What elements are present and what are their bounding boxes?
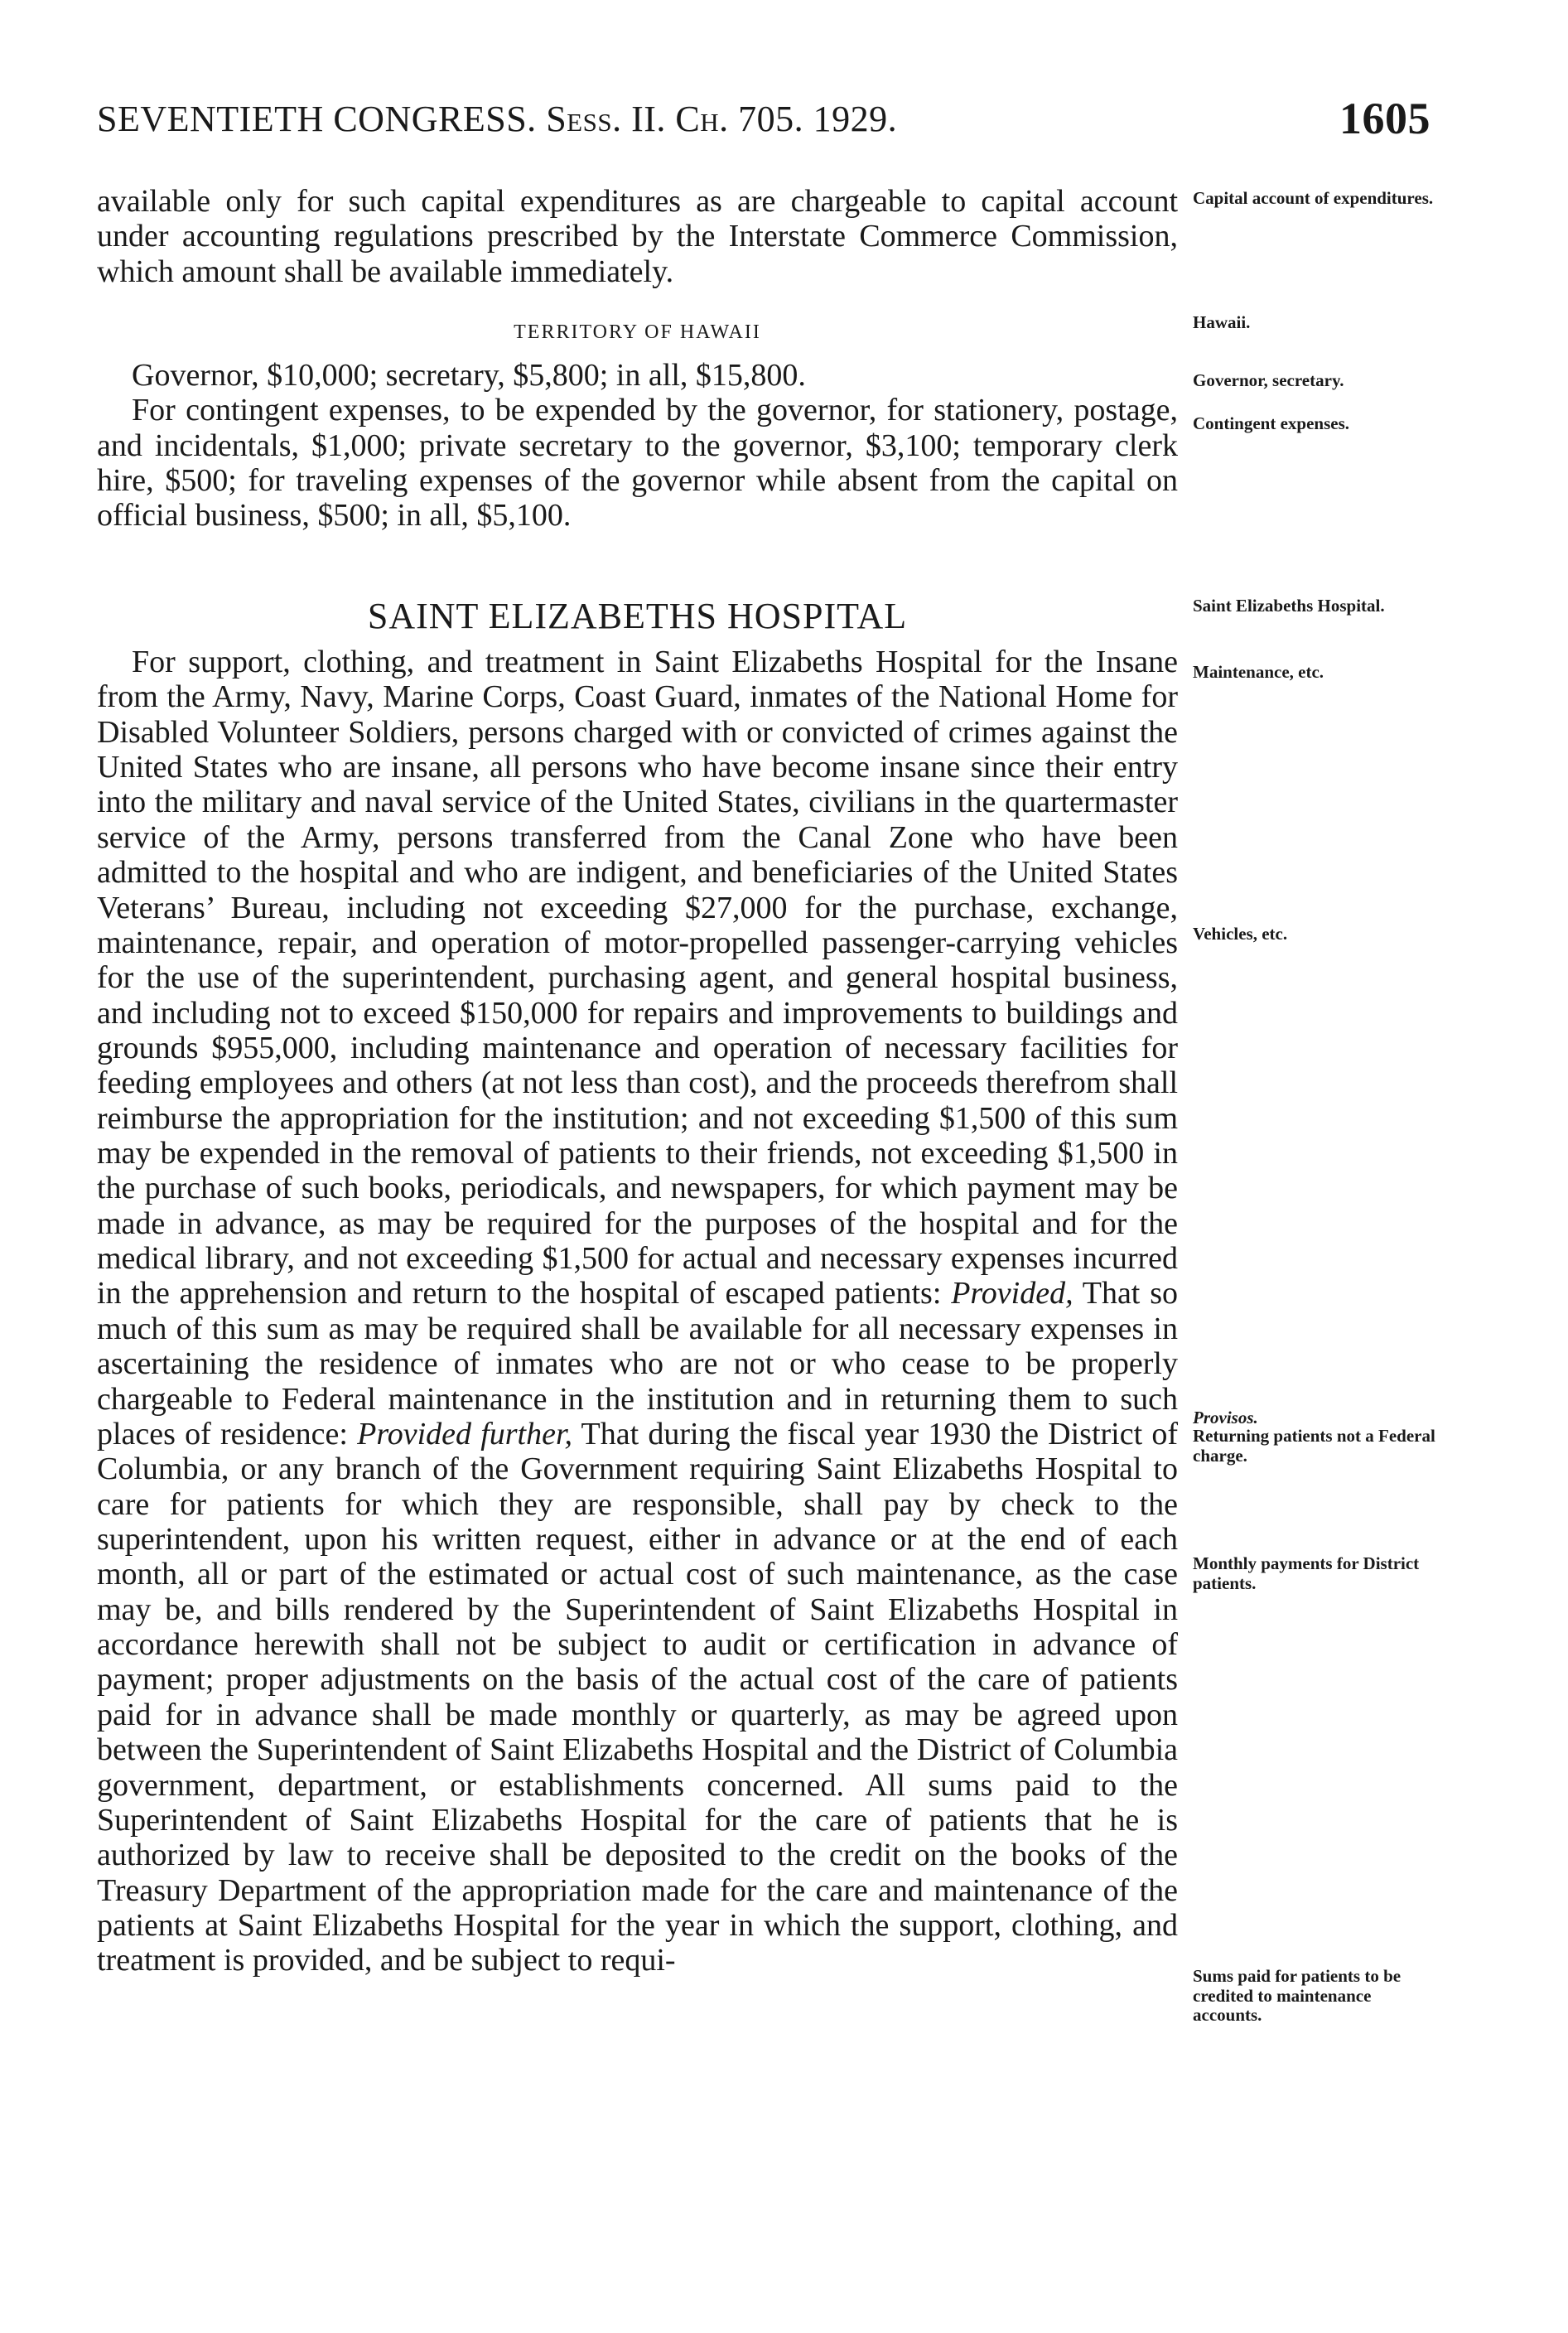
hospital-text-part-1: For support, clothing, and treatment in Saint Elizabeths Hospital for the Insane from the Army, Navy, Marine Corps, Coast Guard, inmates of the National Home for Disabled Volunteer Soldiers, persons charged with or convicted of crimes against the United States who are insane, all persons who have become insane since their entry into the military and naval service of the United States, civilians in the quartermaster service of the Army, persons transferred from the Canal Zone who have been admitted to the hospital and who are indigent, and beneficiaries of the United States Veterans’ Bureau, including not exceeding $27,000 for the purchase, exchange, maintenance, repair, and operation of motor-propelled passenger-carrying vehicles for the use of the superintendent, purchasing agent, and general hospital business, and including not to exceed $150,000 for repairs and improvements to buildings and grounds $955,000, including maintenance and operation of necessary facilities for feeding employees and others (at not less than cost), and the proceeds therefrom shall reimburse the appropriation for the institution; and not exceeding $1,500 of this sum may be expended in the removal of patients to their friends, not exceeding $1,500 in the purchase of such books, periodicals, and newspapers, for which payment may be made in advance, as may be required for the purposes of the hospital and for the medical library, and not exceeding $1,500 for actual and necessary expenses incurred in the apprehension and return to the hospital of escaped patients:	[97, 645, 1178, 1311]
margin-note-monthly: Monthly payments for District patients.	[1193, 1553, 1420, 1593]
margin-note-provisos: Provisos.	[1193, 1408, 1258, 1427]
chapter-label: Ch. 705.	[675, 99, 804, 139]
page-number: 1605	[1339, 94, 1430, 143]
margin-note-returning: Returning patients not a Federal charge.	[1193, 1426, 1435, 1466]
margin-note-maintenance: Maintenance, etc.	[1193, 662, 1324, 682]
provided-italic: Provided,	[951, 1276, 1073, 1311]
margin-note-contingent: Contingent expenses.	[1193, 413, 1350, 433]
continuation-paragraph: available only for such capital expenditures as are chargeable to capital account under accounting regulations prescribed by the Interstate Commerce Commission, which amount shall be available immediately.	[97, 184, 1178, 289]
hospital-text-part-3: That during the fiscal year 1930 the District of Columbia, or any branch of the Government requiring Saint Elizabeths Hospital to care for patients for which they are responsible, shall pay by check to the superintendent, upon his written request, either in advance or at the end of each month, all or part of the estimated or actual cost of such maintenance, as the case may be, and bills rendered by the Superintendent of Saint Elizabeths Hospital in accordance herewith shall not be subject to audit or certification in advance of payment; proper adjustments on the basis of the actual cost of the care of patients paid for in advance shall be made monthly or quarterly, as may be agreed upon between the Superintendent of Saint Elizabeths Hospital and the District of Columbia government, department, or establishments concerned. All sums paid to the Superintendent of Saint Elizabeths Hospital for the care of patients that he is authorized by law to receive shall be deposited to the credit on the books of the Treasury Department of the appropriation made for the care and maintenance of the patients at Saint Elizabeths Hospital for the year in which the support, clothing, and treatment is provided, and be subject to requi-	[97, 1416, 1178, 1978]
session-label: Sess. II.	[546, 99, 666, 139]
hawaii-contingent-paragraph: For contingent expenses, to be expended by the governor, for stationery, postage, and incidentals, $1,000; private secretary to the governor, $3,100; temporary clerk hire, $500; for traveling expenses of the governor while absent from the capital on official business, $500; in all, $5,100.	[97, 393, 1178, 534]
year-label: 1929.	[813, 99, 898, 139]
running-title-prefix: SEVENTIETH CONGRESS.	[97, 99, 537, 139]
margin-note-capital: Capital account of expenditures.	[1193, 188, 1434, 208]
margin-note-governor: Governor, secretary.	[1193, 370, 1344, 390]
running-title	[97, 98, 897, 140]
hawaii-block	[97, 358, 1178, 534]
hawaii-governor-paragraph: Governor, $10,000; secretary, $5,800; in all, $15,800.	[132, 358, 806, 393]
margin-note-hawaii: Hawaii.	[1193, 312, 1251, 332]
hospital-block	[97, 645, 1178, 1978]
hospital-text-part-2: That so much of this sum as may be required shall be available for all necessary expenses in ascertaining the residence of inmates who are not or who cease to be properly chargeable to Federal maintenance in the institution and in returning them to such places of residence:	[97, 1276, 1178, 1451]
margin-note-hospital: Saint Elizabeths Hospital.	[1193, 596, 1385, 616]
section-heading-hospital: SAINT ELIZABETHS HOSPITAL	[367, 596, 908, 636]
hospital-paragraph	[97, 645, 1178, 1978]
provided-further-italic: Provided further,	[357, 1416, 573, 1451]
margin-note-sums: Sums paid for patients to be credited to maintenance accounts.	[1193, 1966, 1402, 2026]
continuation-block	[97, 184, 1178, 289]
margin-note-vehicles: Vehicles, etc.	[1193, 924, 1288, 944]
section-heading-hawaii: TERRITORY OF HAWAII	[514, 321, 761, 343]
running-head	[97, 94, 1430, 156]
